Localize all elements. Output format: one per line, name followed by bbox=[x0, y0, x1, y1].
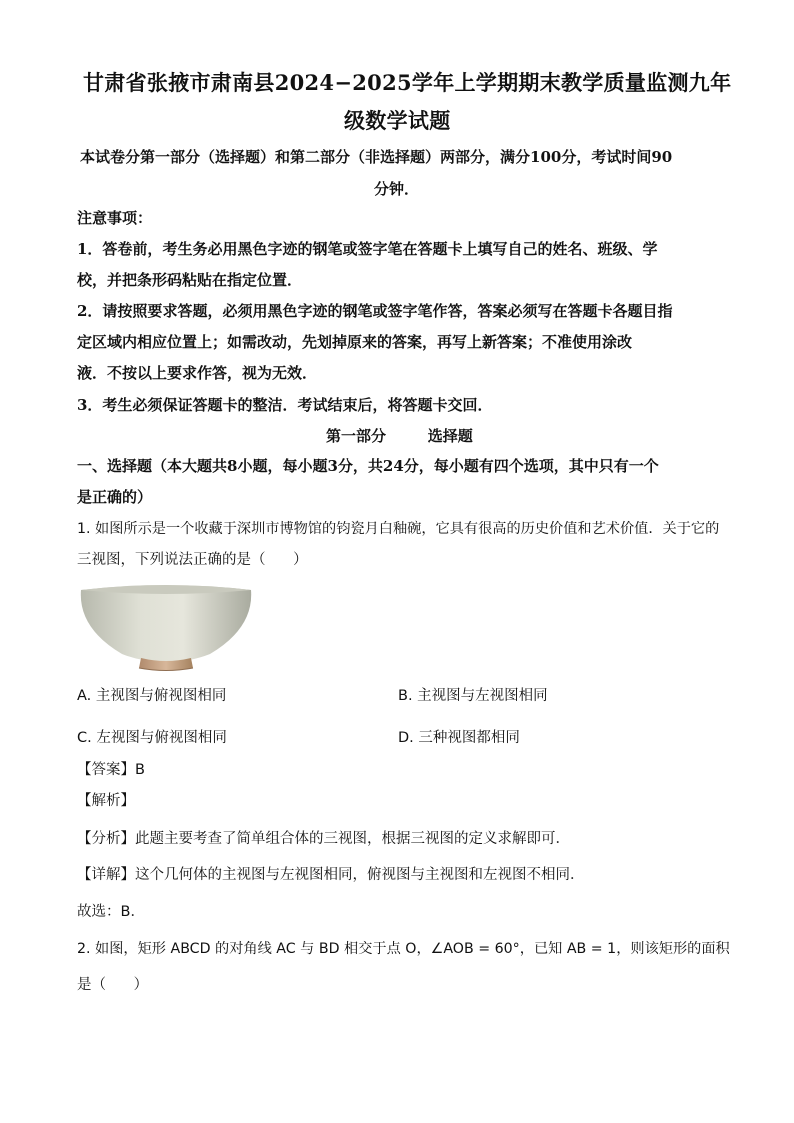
notice-item-2-line-1: 2．请按照要求答题，必须用黑色字迹的钢笔或签字笔作答，答案必须写在答题卡各题目指 bbox=[77, 302, 673, 320]
document-title-line-1: 甘肃省张掖市肃南县2024−2025学年上学期期末教学质量监测九年 bbox=[83, 70, 732, 95]
notice-item-1-line-1: 1．答卷前，考生务必用黑色字迹的钢笔或签字笔在答题卡上填写自己的姓名、班级、学 bbox=[77, 240, 658, 258]
detail-text: 这个几何体的主视图与左视图相同，俯视图与主视图和左视图不相同． bbox=[135, 867, 585, 883]
question-1-fenxi bbox=[77, 832, 570, 847]
question-1-answer bbox=[77, 763, 145, 778]
part-one-heading: 第一部分 选择题 bbox=[326, 427, 473, 445]
question-1-detail bbox=[77, 868, 585, 883]
question-2-stem-line-2: 是（ ） bbox=[77, 977, 149, 993]
question-1-option-a: A. 主视图与俯视图相同 bbox=[77, 688, 227, 704]
question-1-stem-line-1: 1. 如图所示是一个收藏于深圳市博物馆的钧瓷月白釉碗，它具有很高的历史价值和艺术价值．关于它的 bbox=[77, 521, 720, 537]
question-2-stem-line-1: 2. 如图，矩形 ABCD 的对角线 AC 与 BD 相交于点 O，∠AOB = 60°，已知 AB = 1，则该矩形的面积 bbox=[77, 941, 730, 957]
question-1-option-b: B. 主视图与左视图相同 bbox=[398, 688, 548, 704]
question-1-stem-line-2: 三视图，下列说法正确的是（ ） bbox=[77, 552, 308, 568]
notice-item-1-line-2: 校，并把条形码粘贴在指定位置． bbox=[77, 271, 303, 289]
fenxi-label: 【分析】 bbox=[77, 831, 135, 847]
question-1-option-d: D. 三种视图都相同 bbox=[398, 730, 520, 746]
intro-line-2: 分钟． bbox=[374, 180, 420, 198]
porcelain-bowl-image bbox=[78, 582, 254, 674]
notice-item-2-line-2: 定区域内相应位置上；如需改动，先划掉原来的答案，再写上新答案；不准使用涂改 bbox=[77, 333, 633, 351]
fenxi-text: 此题主要考查了简单组合体的三视图，根据三视图的定义求解即可． bbox=[135, 831, 570, 847]
notice-item-3: 3．考生必须保证答题卡的整洁．考试结束后，将答题卡交回． bbox=[77, 396, 493, 414]
notice-item-2-line-3: 液．不按以上要求作答，视为无效． bbox=[77, 364, 318, 382]
question-1-option-c: C. 左视图与俯视图相同 bbox=[77, 730, 227, 746]
document-title-line-2: 级数学试题 bbox=[344, 108, 451, 133]
bowl-illustration bbox=[78, 582, 254, 674]
answer-label: 【答案】 bbox=[77, 762, 135, 778]
detail-label: 【详解】 bbox=[77, 867, 135, 883]
answer-value: B bbox=[135, 762, 145, 778]
question-1-conclusion: 故选：B． bbox=[77, 904, 145, 920]
section-one-line-2: 是正确的） bbox=[77, 488, 153, 506]
notice-heading: 注意事项： bbox=[77, 209, 153, 227]
section-one-line-1: 一、选择题（本大题共8小题，每小题3分，共24分，每小题有四个选项，其中只有一个 bbox=[77, 457, 659, 475]
intro-line-1: 本试卷分第一部分（选择题）和第二部分（非选择题）两部分，满分100分，考试时间90 bbox=[80, 148, 673, 166]
question-1-analysis-label: 【解析】 bbox=[77, 793, 135, 809]
